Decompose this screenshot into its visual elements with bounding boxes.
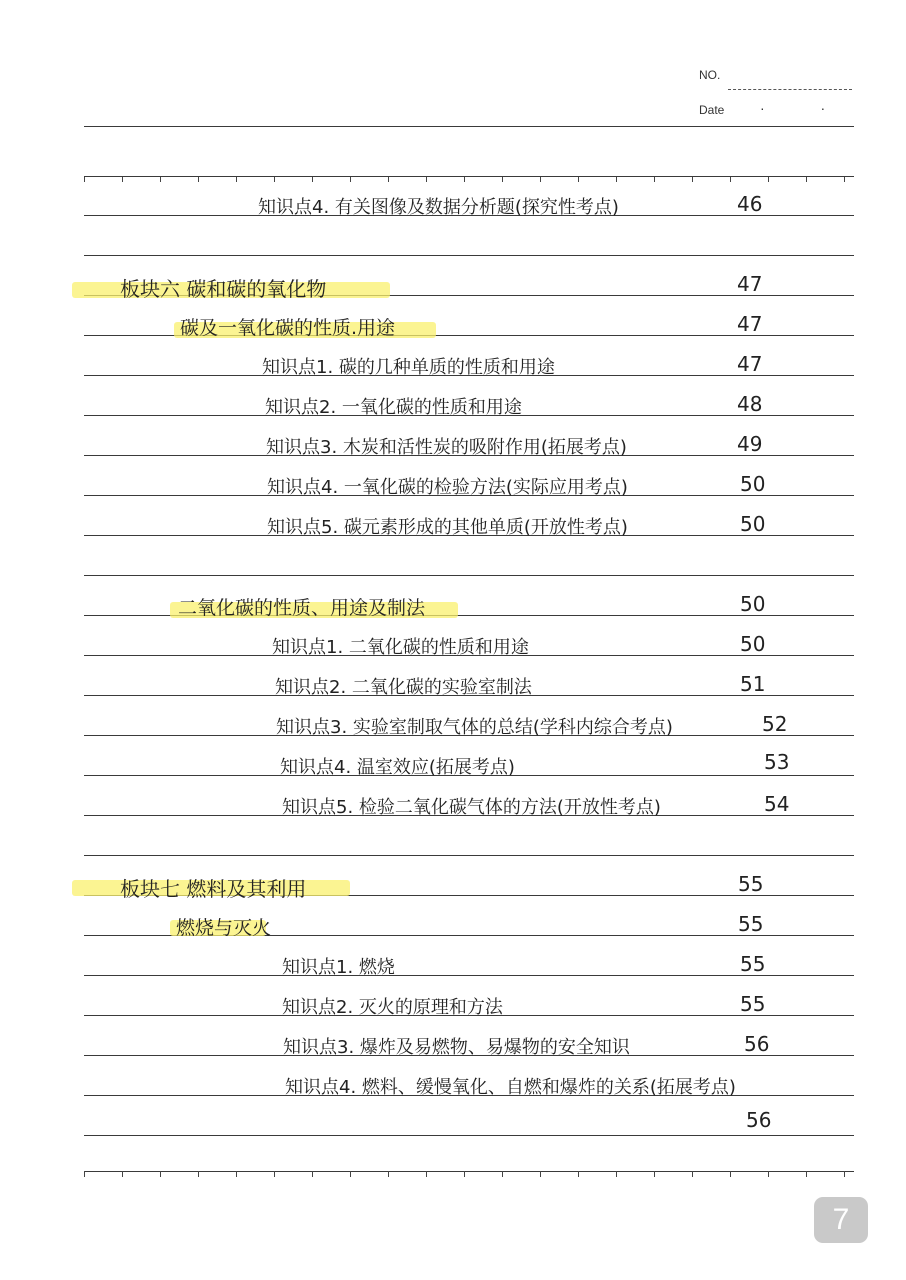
subsection-heading: 燃烧与灭火 (176, 917, 272, 939)
ruled-line (84, 126, 854, 127)
toc-page-number: 50 (740, 632, 766, 656)
number-label: NO. (699, 68, 721, 82)
page-number-badge: 7 (814, 1197, 868, 1243)
toc-page-number: 56 (746, 1108, 772, 1132)
toc-page-number: 50 (740, 592, 766, 616)
toc-item: 知识点2. 灭火的原理和方法 (282, 997, 503, 1018)
ruled-line (84, 255, 854, 256)
toc-page-number: 49 (737, 432, 763, 456)
toc-page-number: 48 (737, 392, 763, 416)
toc-item: 知识点4. 有关图像及数据分析题(探究性考点) (258, 197, 619, 218)
section-heading: 板块六 碳和碳的氧化物 (120, 277, 327, 301)
toc-item: 知识点5. 碳元素形成的其他单质(开放性考点) (267, 517, 628, 538)
tick-marks (84, 1171, 854, 1177)
section-heading: 板块七 燃料及其利用 (120, 877, 307, 901)
ruled-line (84, 1135, 854, 1136)
toc-item: 知识点3. 实验室制取气体的总结(学科内综合考点) (276, 717, 673, 738)
toc-page-number: 50 (740, 472, 766, 496)
toc-item: 知识点2. 二氧化碳的实验室制法 (275, 677, 532, 698)
toc-page-number: 47 (737, 312, 763, 336)
header-dashed-line (728, 89, 852, 90)
toc-page-number: 55 (740, 952, 766, 976)
toc-page-number: 53 (764, 750, 790, 774)
toc-item: 知识点1. 碳的几种单质的性质和用途 (262, 357, 555, 378)
toc-page-number: 51 (740, 672, 766, 696)
toc-item: 知识点2. 一氧化碳的性质和用途 (265, 397, 522, 418)
toc-item: 知识点4. 一氧化碳的检验方法(实际应用考点) (267, 477, 628, 498)
toc-page-number: 55 (738, 872, 764, 896)
date-label: Date (699, 103, 725, 117)
toc-item: 知识点3. 爆炸及易燃物、易爆物的安全知识 (283, 1037, 630, 1058)
toc-item: 知识点4. 燃料、缓慢氧化、自燃和爆炸的关系(拓展考点) (285, 1077, 736, 1098)
toc-item: 知识点1. 二氧化碳的性质和用途 (272, 637, 529, 658)
toc-page-number: 54 (764, 792, 790, 816)
toc-page-number: 52 (762, 712, 788, 736)
toc-page-number: 47 (737, 352, 763, 376)
subsection-heading: 二氧化碳的性质、用途及制法 (178, 597, 426, 619)
ruled-line (84, 855, 854, 856)
toc-item: 知识点3. 木炭和活性炭的吸附作用(拓展考点) (266, 437, 627, 458)
toc-page-number: 47 (737, 272, 763, 296)
toc-item: 知识点4. 温室效应(拓展考点) (280, 757, 515, 778)
toc-page-number: 50 (740, 512, 766, 536)
toc-page-number: 56 (744, 1032, 770, 1056)
ruled-line (84, 975, 854, 976)
ruled-line (84, 176, 854, 177)
toc-item: 知识点1. 燃烧 (282, 957, 395, 978)
toc-item: 知识点5. 检验二氧化碳气体的方法(开放性考点) (282, 797, 661, 818)
date-dots: · · (760, 100, 852, 116)
toc-page-number: 55 (738, 912, 764, 936)
toc-page-number: 55 (740, 992, 766, 1016)
ruled-line (84, 575, 854, 576)
subsection-heading: 碳及一氧化碳的性质.用途 (180, 317, 396, 339)
toc-page-number: 46 (737, 192, 763, 216)
